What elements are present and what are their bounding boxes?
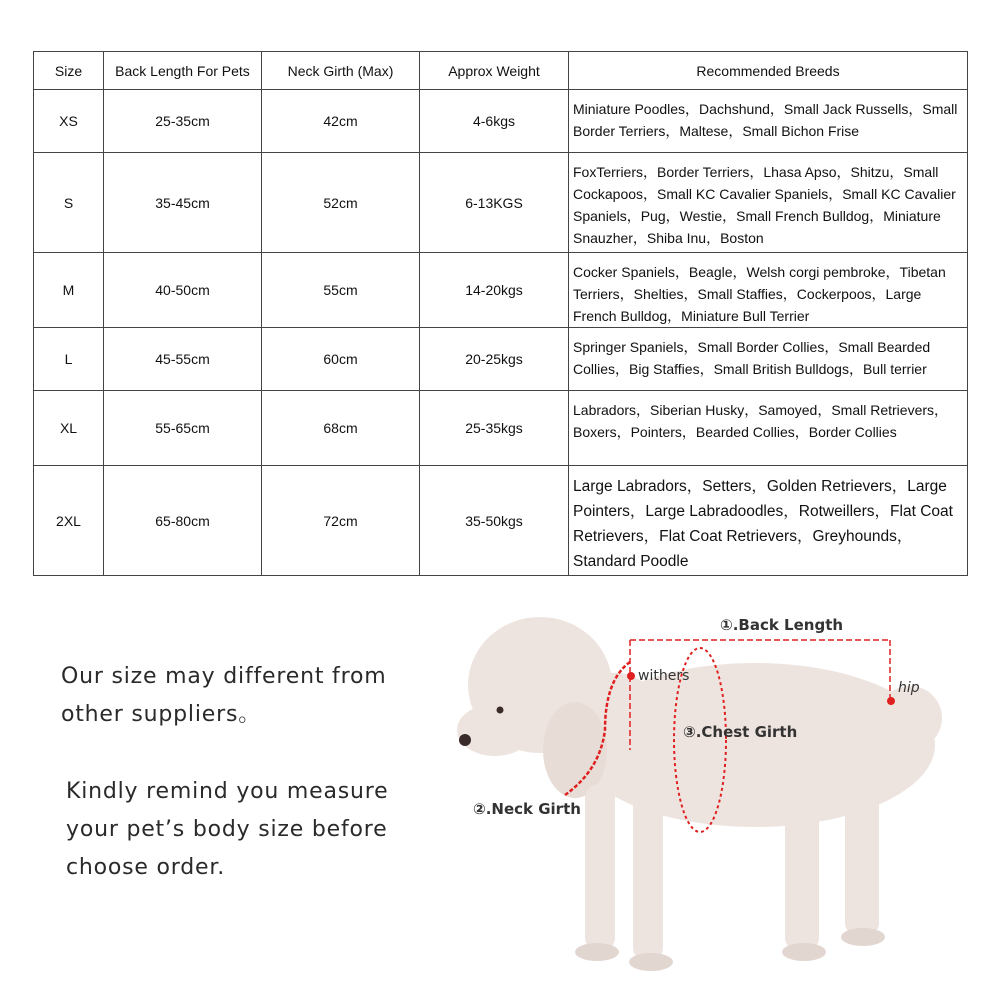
header-back-length: Back Length For Pets — [104, 52, 262, 90]
neck-girth-cell: 55cm — [262, 253, 420, 328]
size-cell: M — [34, 253, 104, 328]
neck-girth-cell: 60cm — [262, 328, 420, 391]
table-row — [34, 90, 968, 153]
hip-point-icon — [887, 697, 895, 705]
back-length-cell: 25-35cm — [104, 90, 262, 153]
size-cell: XL — [34, 391, 104, 466]
neck-girth-label: ②.Neck Girth — [473, 800, 581, 818]
back-length-cell: 40-50cm — [104, 253, 262, 328]
table-row — [34, 153, 968, 253]
weight-cell: 14-20kgs — [420, 253, 569, 328]
weight-cell: 6-13KGS — [420, 153, 569, 253]
breeds-cell: Miniature Poodles，Dachshund，Small Jack Russells，Small Border Terriers，Maltese，Small Bichon Frise — [573, 101, 958, 139]
dog-eye-icon — [497, 707, 504, 714]
size-cell: L — [34, 328, 104, 391]
table-header-row — [34, 52, 968, 90]
measure-reminder-note: Kindly remind you measure your pet’s body size before choose order. — [66, 779, 389, 880]
size-disclaimer-note: Our size may different from other suppliers。 — [61, 664, 387, 727]
dog-measurement-diagram — [455, 600, 975, 995]
chest-girth-label: ③.Chest Girth — [683, 723, 798, 741]
back-length-cell: 55-65cm — [104, 391, 262, 466]
header-breeds: Recommended Breeds — [569, 52, 968, 90]
header-neck-girth: Neck Girth (Max) — [262, 52, 420, 90]
weight-cell: 4-6kgs — [420, 90, 569, 153]
neck-girth-cell: 72cm — [262, 466, 420, 576]
hip-label: hip — [898, 680, 920, 696]
table-row — [34, 253, 968, 328]
header-weight: Approx Weight — [420, 52, 569, 90]
size-cell: 2XL — [34, 466, 104, 576]
neck-girth-cell: 68cm — [262, 391, 420, 466]
table-row — [34, 328, 968, 391]
weight-cell: 20-25kgs — [420, 328, 569, 391]
dog-illustration — [457, 617, 942, 971]
breeds-cell: FoxTerriers，Border Terriers，Lhasa Apso，Shitzu，Small Cockapoos，Small KC Cavalier Spaniels，Small KC Cavalier Spaniels，Pug，Westie，Small French Bulldog，Miniature Snauzher，Shiba Inu，Boston — [573, 164, 956, 246]
withers-label: withers — [638, 668, 690, 684]
size-cell: XS — [34, 90, 104, 153]
weight-cell: 25-35kgs — [420, 391, 569, 466]
neck-girth-cell: 42cm — [262, 90, 420, 153]
weight-cell: 35-50kgs — [420, 466, 569, 576]
withers-point-icon — [627, 672, 635, 680]
header-size: Size — [34, 52, 104, 90]
breeds-cell: Labradors，Siberian Husky，Samoyed，Small Retrievers，Boxers，Pointers，Bearded Collies，Border Collies — [573, 402, 949, 440]
size-chart-table — [33, 51, 968, 576]
back-length-cell: 35-45cm — [104, 153, 262, 253]
breeds-cell: Large Labradors，Setters，Golden Retrievers，Large Pointers，Large Labradoodles，Rotweillers，Flat Coat Retrievers，Flat Coat Retrievers，Greyhounds，Standard Poodle — [573, 478, 953, 570]
back-length-cell: 45-55cm — [104, 328, 262, 391]
back-length-cell: 65-80cm — [104, 466, 262, 576]
neck-girth-cell: 52cm — [262, 153, 420, 253]
size-cell: S — [34, 153, 104, 253]
dog-nose-icon — [459, 734, 471, 746]
breeds-cell: Cocker Spaniels，Beagle，Welsh corgi pembroke，Tibetan Terriers，Shelties，Small Staffies，Cockerpoos，Large French Bulldog，Miniature Bull Terrier — [573, 264, 946, 324]
back-length-label: ①.Back Length — [720, 616, 844, 634]
table-row — [34, 466, 968, 576]
table-row — [34, 391, 968, 466]
breeds-cell: Springer Spaniels，Small Border Collies，Small Bearded Collies，Big Staffies，Small British Bulldogs，Bull terrier — [573, 339, 931, 377]
